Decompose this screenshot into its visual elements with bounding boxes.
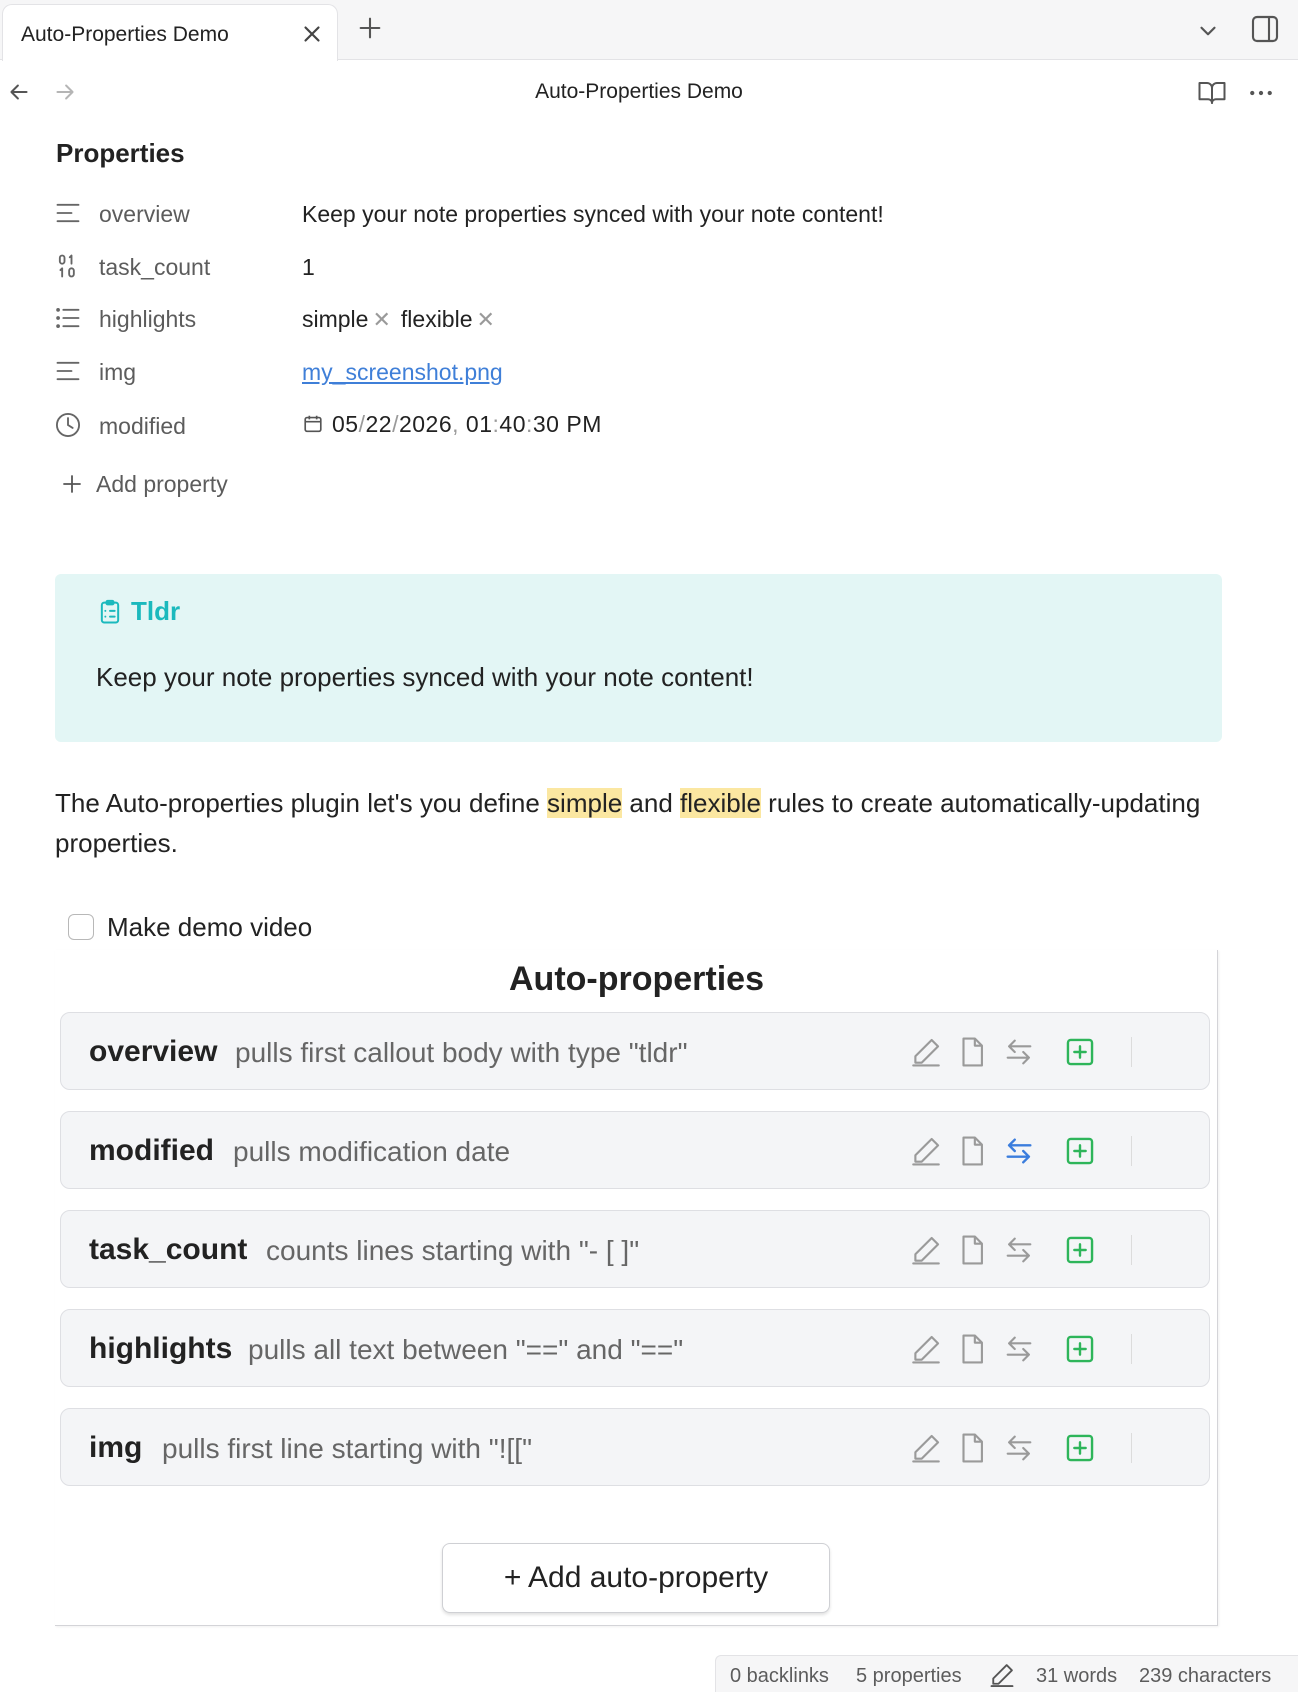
sync-arrows-icon (1002, 1431, 1036, 1465)
property-row-task-count (52, 242, 1232, 290)
highlighted-text: flexible (680, 788, 761, 818)
auto-property-description: counts lines starting with "- [ ]" (266, 1235, 640, 1266)
tag-label: flexible (400, 306, 473, 332)
task-checkbox[interactable] (68, 914, 94, 940)
plus-square-icon (1063, 1035, 1097, 1069)
properties-heading[interactable]: Properties (56, 138, 185, 168)
property-row-overview (52, 189, 1232, 237)
file-icon (955, 1035, 989, 1069)
file-icon (955, 1233, 989, 1267)
property-value[interactable]: 1 (302, 254, 315, 280)
clipboard-list-icon (96, 598, 124, 626)
date-month: 05 (332, 411, 359, 437)
property-value[interactable]: Keep your note properties synced with your note content! (302, 201, 884, 227)
pencil-icon (909, 1431, 943, 1465)
divider (1131, 1334, 1132, 1364)
time-minute: 40 (499, 411, 526, 437)
character-count: 239 characters (1139, 1665, 1272, 1687)
remove-tag-icon[interactable]: ✕ (372, 307, 391, 332)
pencil-icon (909, 1332, 943, 1366)
text-lines-icon[interactable] (54, 199, 82, 227)
property-key[interactable]: modified (99, 413, 186, 439)
add-property-label: Add property (96, 471, 228, 497)
view-header (0, 61, 1298, 123)
file-icon (955, 1332, 989, 1366)
date-time-input[interactable]: 05/22/2026, 01:40:30 PM (302, 411, 602, 438)
book-open-icon[interactable] (1197, 78, 1227, 108)
task-label: Make demo video (107, 912, 313, 942)
divider (1131, 1037, 1132, 1067)
file-icon (955, 1431, 989, 1465)
paragraph-text: and (622, 788, 681, 818)
date-day: 22 (365, 411, 393, 437)
time-ampm: PM (566, 411, 602, 437)
pencil-icon (909, 1035, 943, 1069)
auto-property-name: overview (89, 1035, 218, 1068)
tab-auto-properties-demo[interactable] (2, 4, 338, 61)
chevron-down-icon[interactable] (1195, 18, 1221, 44)
plus-square-icon (1063, 1431, 1097, 1465)
paragraph-text: rules to create automatically-updating properties. (55, 788, 1201, 858)
tldr-callout[interactable] (55, 574, 1222, 742)
auto-property-name: img (89, 1431, 143, 1464)
divider (1131, 1235, 1132, 1265)
note-title[interactable]: Auto-Properties Demo (535, 80, 743, 103)
property-row-img (52, 347, 1232, 395)
auto-property-description: pulls all text between "==" and "==" (248, 1334, 684, 1365)
sync-arrows-icon (1002, 1134, 1036, 1168)
property-row-highlights (52, 294, 1232, 342)
sync-arrows-icon (1002, 1233, 1036, 1267)
calendar-icon[interactable] (302, 413, 324, 435)
status-bar (715, 1655, 1298, 1692)
plus-icon[interactable] (356, 14, 384, 42)
plus-square-icon (1063, 1332, 1097, 1366)
add-auto-property-button: + Add auto-property (442, 1543, 830, 1613)
embedded-screenshot[interactable] (55, 950, 1218, 1626)
callout-body: Keep your note properties synced with your note content! (96, 662, 754, 692)
more-horizontal-icon[interactable] (1246, 78, 1276, 108)
sync-arrows-icon (1002, 1332, 1036, 1366)
plus-square-icon (1063, 1134, 1097, 1168)
tag-pill[interactable] (401, 306, 495, 333)
tag-label: simple (302, 306, 369, 332)
auto-property-row (60, 1309, 1210, 1387)
clock-icon[interactable] (54, 411, 82, 439)
auto-property-row (60, 1111, 1210, 1189)
remove-tag-icon[interactable]: ✕ (476, 307, 495, 332)
auto-property-description: pulls first callout body with type "tldr" (235, 1037, 688, 1068)
highlighted-text: simple (547, 788, 623, 818)
property-key[interactable]: task_count (99, 254, 211, 280)
tab-bar (0, 0, 1298, 60)
auto-property-name: highlights (89, 1332, 233, 1365)
binary-number-icon[interactable] (54, 252, 82, 280)
time-hour: 01 (465, 411, 493, 437)
pencil-icon[interactable] (988, 1661, 1016, 1689)
plus-square-icon (1063, 1233, 1097, 1267)
auto-property-description: pulls modification date (233, 1136, 511, 1167)
list-icon[interactable] (54, 304, 82, 332)
tag-pill[interactable] (302, 306, 391, 333)
property-key[interactable]: overview (99, 201, 190, 227)
close-icon[interactable] (299, 21, 325, 47)
tab-title: Auto-Properties Demo (21, 23, 229, 46)
properties-count[interactable]: 5 properties (856, 1665, 962, 1687)
image-link[interactable]: my_screenshot.png (302, 359, 503, 385)
callout-title: Tldr (131, 596, 181, 626)
property-key[interactable]: highlights (99, 306, 197, 332)
body-paragraph (55, 783, 1235, 863)
property-row-modified (52, 401, 1232, 449)
word-count: 31 words (1036, 1665, 1118, 1687)
auto-property-row (60, 1012, 1210, 1090)
auto-property-row (60, 1210, 1210, 1288)
time-second: 30 (532, 411, 560, 437)
property-key[interactable]: img (99, 359, 137, 385)
sidebar-toggle-icon[interactable] (1249, 13, 1281, 45)
file-icon (955, 1134, 989, 1168)
divider (1131, 1136, 1132, 1166)
plus-icon (60, 472, 84, 496)
auto-property-description: pulls first line starting with "![[" (162, 1433, 533, 1464)
pencil-icon (909, 1233, 943, 1267)
backlinks-count[interactable]: 0 backlinks (730, 1665, 829, 1687)
auto-property-name: task_count (89, 1233, 248, 1266)
auto-property-row (60, 1408, 1210, 1486)
text-lines-icon[interactable] (54, 357, 82, 385)
date-year: 2026 (398, 411, 453, 437)
divider (1131, 1433, 1132, 1463)
auto-property-name: modified (89, 1134, 214, 1167)
pencil-icon (909, 1134, 943, 1168)
sync-arrows-icon (1002, 1035, 1036, 1069)
property-tags (302, 306, 505, 333)
paragraph-text: The Auto-properties plugin let's you define (55, 788, 548, 818)
embed-heading: Auto-properties (509, 960, 764, 998)
